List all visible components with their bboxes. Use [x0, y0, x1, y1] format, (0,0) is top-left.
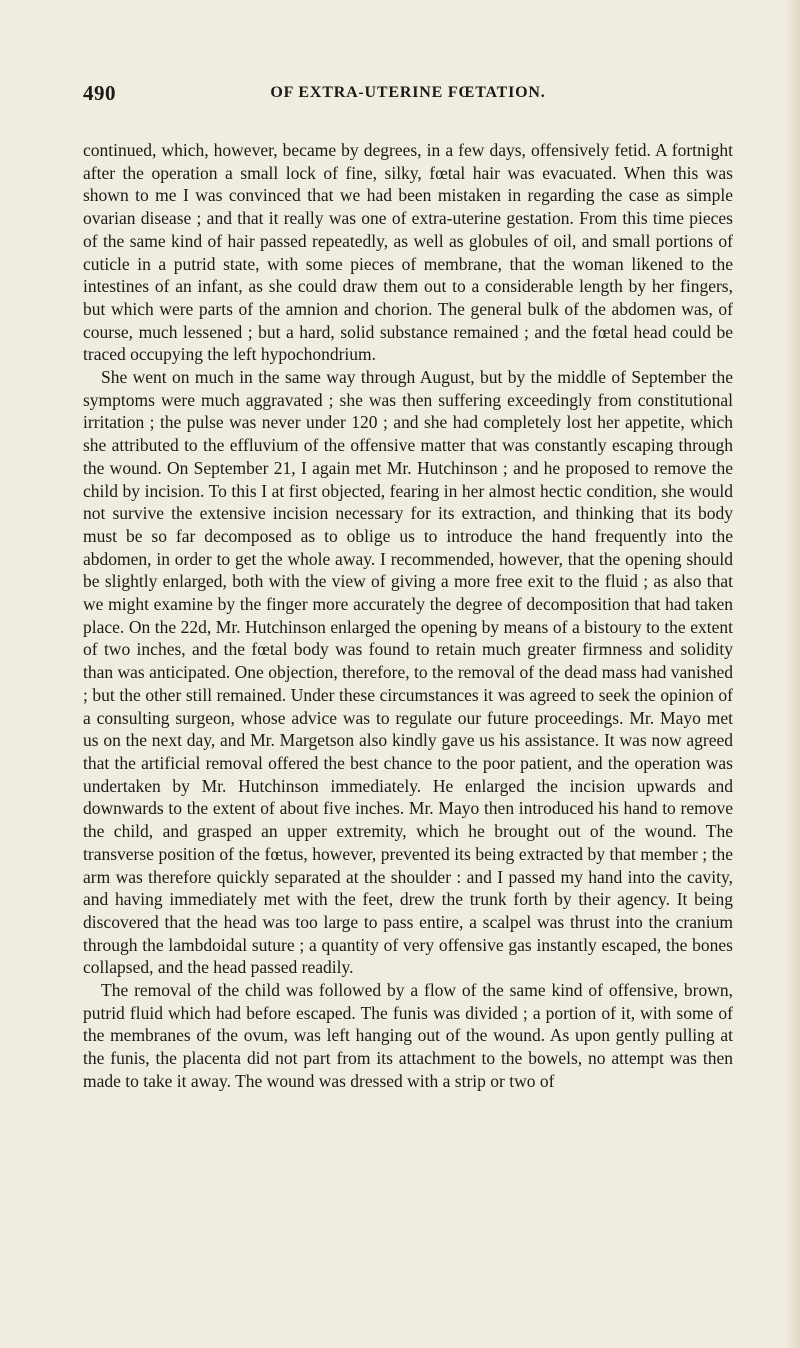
running-title: OF EXTRA-UTERINE FŒTATION.	[270, 84, 546, 101]
body-text	[83, 139, 733, 1093]
page-number: 490	[83, 81, 116, 105]
page-header	[83, 81, 733, 107]
paragraph-september: She went on much in the same way through August, but by the middle of September the symptoms were much aggravated ; she was then suffering exceedingly from constitutional irritation ; the pulse was never under 120 ; and she had completely lost her appetite, which she attributed to the effluvium of the offensive matter that was constantly escaping through the wound. On September 21, I again met Mr. Hutchinson ; and he proposed to remove the child by incision. To this I at first objected, fearing in her almost hectic condition, she would not survive the extensive incision necessary for its extraction, and thinking that its body must be so far decomposed as to oblige us to introduce the hand frequently into the abdomen, in order to get the whole away. I recommended, however, that the opening should be slightly enlarged, both with the view of giving a more free exit to the fluid ; as also that we might examine by the finger more accurately the degree of decomposition that had taken place. On the 22d, Mr. Hutchinson enlarged the opening by means of a bistoury to the extent of two inches, and the fœtal body was found to retain much greater firmness and solidity than was anticipated. One objection, therefore, to the removal of the dead mass had vanished ; but the other still remained. Under these circumstances it was agreed to seek the opinion of a consulting surgeon, whose advice was to regulate our future proceedings. Mr. Mayo met us on the next day, and Mr. Margetson also kindly gave us his assistance. It was now agreed that the artificial removal offered the best chance to the poor patient, and the operation was undertaken by Mr. Hutchinson immediately. He enlarged the incision upwards and downwards to the extent of about five inches. Mr. Mayo then introduced his hand to remove the child, and grasped an upper extremity, which he brought out of the wound. The transverse position of the fœtus, however, prevented its being extracted by that member ; the arm was therefore quickly separated at the shoulder : and I passed my hand into the cavity, and having immediately met with the feet, drew the trunk forth by their agency. It being discovered that the head was too large to pass entire, a scalpel was thrust into the cranium through the lambdoidal suture ; a quantity of very offensive gas instantly escaped, the bones collapsed, and the head passed readily.	[83, 367, 733, 978]
paragraph-removal: The removal of the child was followed by a flow of the same kind of offensive, brown, putrid fluid which had before escaped. The funis was divided ; a portion of it, with some of the membranes of the ovum, was left hanging out of the wound. As upon gently pulling at the funis, the placenta did not part from its attachment to the bowels, no attempt was then made to take it away. The wound was dressed with a strip or two of	[83, 980, 733, 1091]
paragraph-continued: continued, which, however, became by degrees, in a few days, offensively fetid. A fortnight after the operation a small lock of fine, silky, fœtal hair was evacuated. When this was shown to me I was convinced that we had been mistaken in regarding the case as simple ovarian disease ; and that it really was one of extra-uterine gestation. From this time pieces of the same kind of hair passed repeatedly, as well as globules of oil, and small portions of cuticle in a putrid state, with some pieces of membrane, that the woman likened to the intestines of an infant, as she could draw them out to a considerable length by her fingers, but which were parts of the amnion and chorion. The general bulk of the abdomen was, of course, much lessened ; but a hard, solid substance remained ; and the fœtal head could be traced occupying the left hypochondrium.	[83, 140, 733, 365]
page-edge-shadow	[786, 0, 800, 1348]
